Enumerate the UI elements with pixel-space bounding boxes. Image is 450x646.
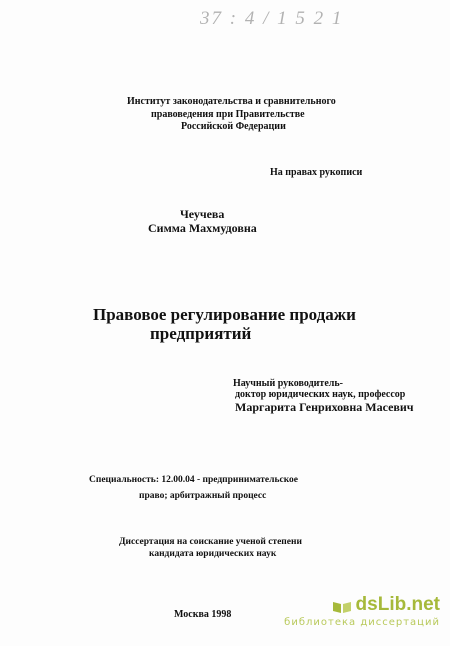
institution-line-2: правоведения при Правительстве	[151, 108, 305, 120]
degree-line-2: кандидата юридических наук	[149, 549, 277, 559]
dissertation-title	[93, 305, 356, 343]
supervisor-role: Научный руководитель-	[233, 378, 343, 389]
supervisor-degree: доктор юридических наук, профессор	[235, 389, 406, 400]
place-year: Москва 1998	[174, 609, 232, 620]
supervisor-name: Маргарита Генриховна Масевич	[235, 400, 414, 414]
author-block	[148, 207, 257, 235]
author-surname: Чеучева	[180, 207, 225, 221]
book-icon	[332, 598, 352, 612]
supervisor-block	[233, 378, 414, 414]
handwritten-mark: 37 : 4 / 1 5 2 1	[200, 8, 344, 29]
degree-line-1: Диссертация на соискание ученой степени	[119, 537, 302, 547]
specialty-line-1: Специальность: 12.00.04 - предпринимательское	[89, 475, 299, 485]
institution-line-1: Институт законодательства и сравнительного	[127, 96, 336, 107]
watermark-brand: dsLib.net	[355, 594, 440, 615]
institution-line-3: Российской Федерации	[181, 121, 286, 132]
manuscript-rights: На правах рукописи	[270, 167, 363, 178]
title-line-1: Правовое регулирование продажи	[93, 305, 356, 324]
specialty-line-2: право; арбитражный процесс	[139, 491, 267, 501]
author-given-names: Симма Махмудовна	[148, 221, 257, 235]
watermark-logo	[284, 594, 440, 616]
degree-block	[119, 536, 302, 560]
specialty-block	[89, 472, 298, 504]
dslib-watermark[interactable]	[284, 594, 440, 628]
institution-block	[127, 96, 336, 134]
watermark-subtitle: библиотека диссертаций	[284, 617, 440, 628]
title-line-2: предприятий	[150, 324, 252, 343]
